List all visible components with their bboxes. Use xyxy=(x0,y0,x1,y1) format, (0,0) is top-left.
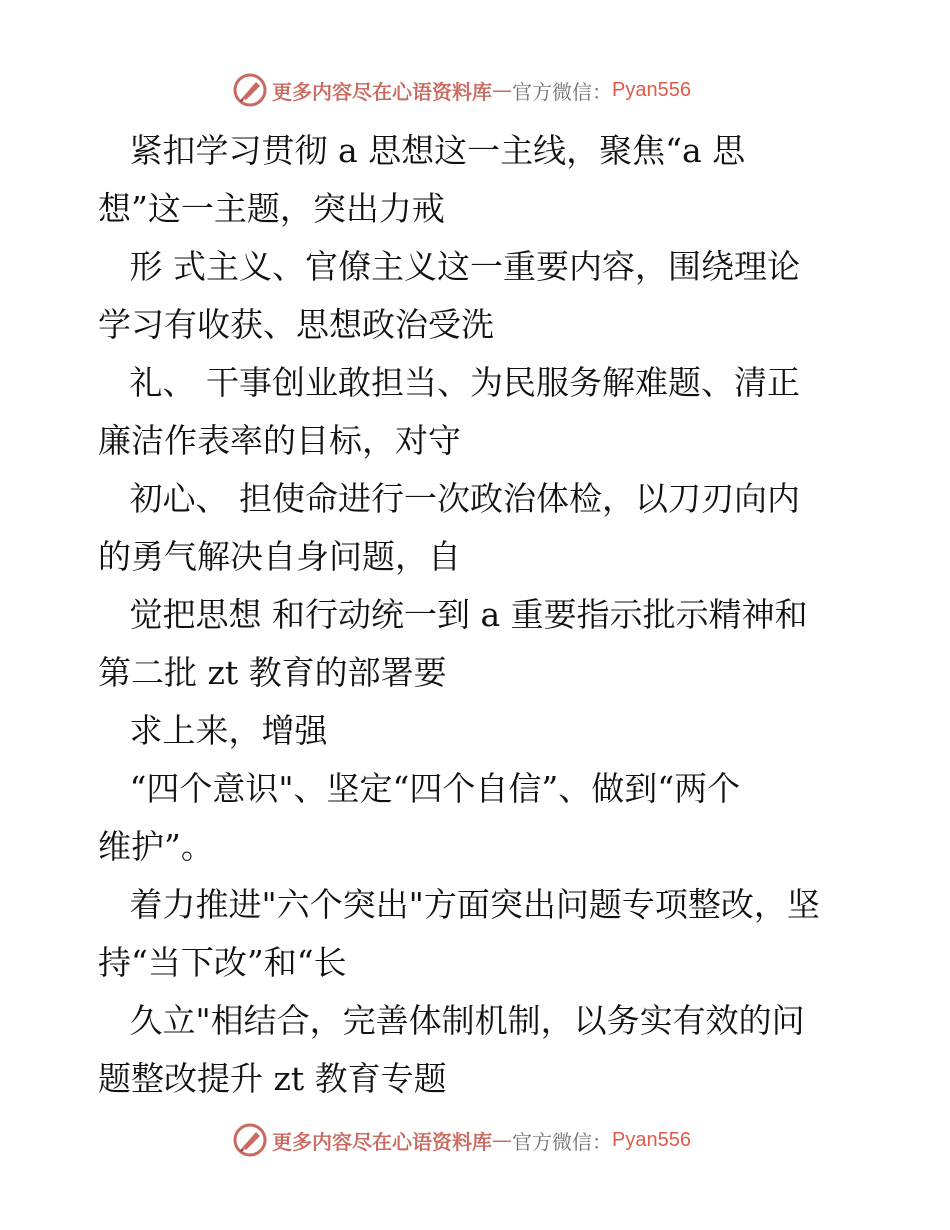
text-line: 想”这一主题，突出力戒 xyxy=(98,189,445,228)
text-line: 久立"相结合，完善体制机制，以务实有效的问 xyxy=(98,1001,805,1040)
text-line: 觉把思想 和行动统一到 a 重要指示批示精神和 xyxy=(98,595,808,634)
text-line: 求上来，增强 xyxy=(98,711,328,750)
footer-watermark xyxy=(232,1120,691,1160)
text-line: “四个意识"、坚定“四个自信”、做到“两个 xyxy=(98,769,741,808)
header-watermark xyxy=(232,70,691,110)
text-line: 初心、 担使命进行一次政治体检，以刀刃向内 xyxy=(98,479,800,518)
watermark-separator: — xyxy=(492,1128,512,1152)
text-line: 紧扣学习贯彻 a 思想这一主线，聚焦“a 思 xyxy=(98,131,746,170)
text-line: 着力推进"六个突出"方面突出问题专项整改，坚 xyxy=(98,885,820,924)
text-line: 学习有收获、思想政治受洗 xyxy=(98,305,494,344)
text-line: 礼、 干事创业敢担当、为民服务解难题、清正 xyxy=(98,363,800,402)
watermark-text: 更多内容尽在心语资料库 xyxy=(272,79,492,104)
watermark-official-label: 官方微信： xyxy=(512,1129,612,1154)
text-line: 持“当下改”和“长 xyxy=(98,943,347,982)
watermark-wechat-id: Pyan556 xyxy=(612,78,691,101)
watermark-wechat-id: Pyan556 xyxy=(612,1128,691,1151)
pen-logo-icon xyxy=(232,1122,268,1158)
watermark-separator: — xyxy=(492,78,512,102)
text-line: 廉洁作表率的目标，对守 xyxy=(98,421,461,460)
pen-logo-icon xyxy=(232,72,268,108)
text-line: 第二批 zt 教育的部署要 xyxy=(98,653,447,692)
document-body xyxy=(98,122,898,1108)
text-line: 形 式主义、官僚主义这一重要内容，围绕理论 xyxy=(98,247,800,286)
watermark-official-label: 官方微信： xyxy=(512,79,612,104)
text-line: 的勇气解决自身问题，自 xyxy=(98,537,461,576)
text-line: 题整改提升 zt 教育专题 xyxy=(98,1059,447,1098)
watermark-text: 更多内容尽在心语资料库 xyxy=(272,1129,492,1154)
text-line: 维护”。 xyxy=(98,827,214,866)
